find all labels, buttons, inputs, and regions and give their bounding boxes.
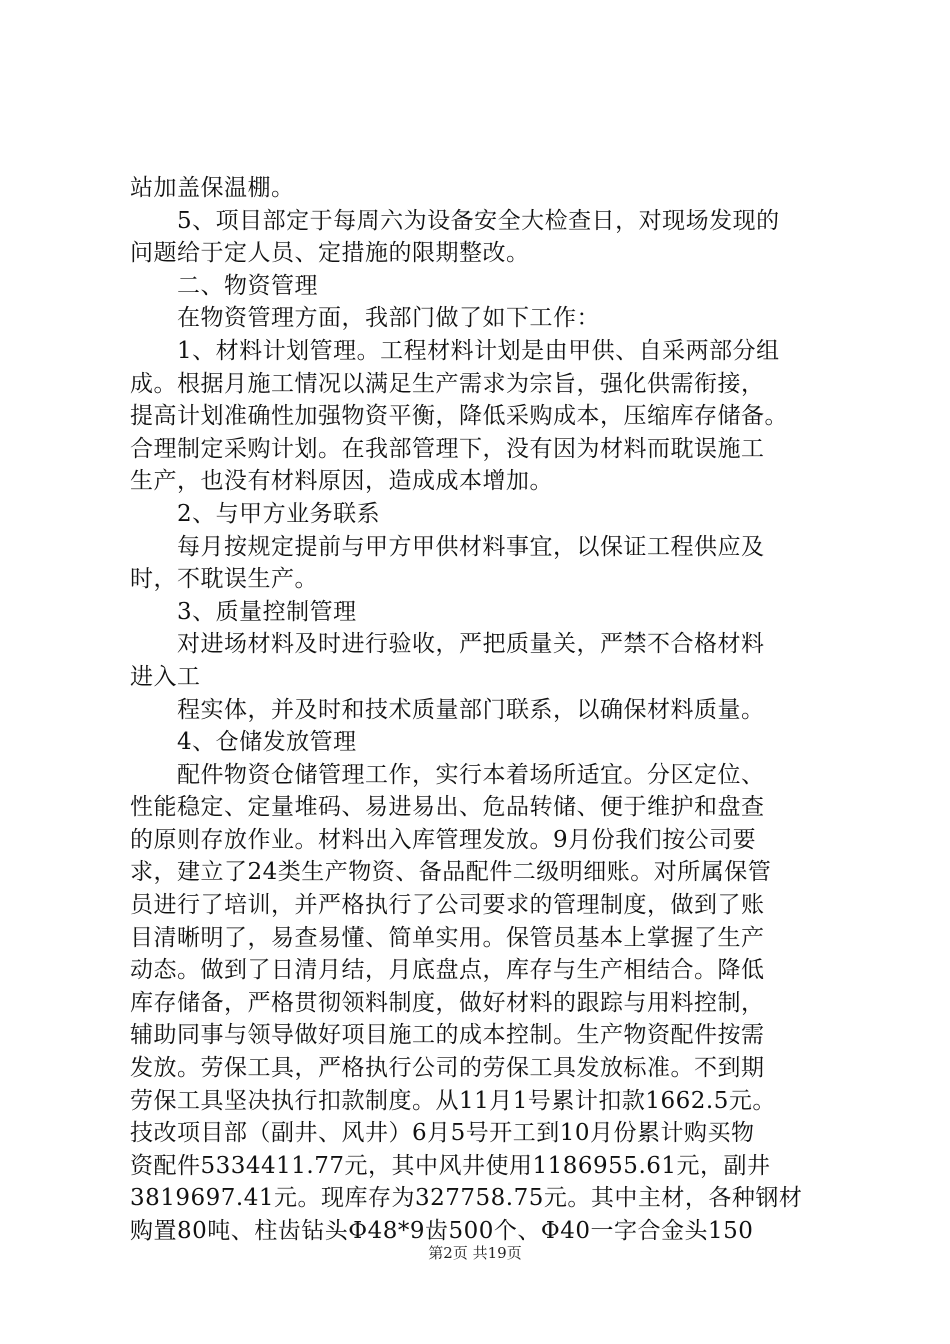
text-line: 合理制定采购计划。在我部管理下，没有因为材料而耽误施工 — [130, 435, 765, 462]
text-line: 对进场材料及时进行验收，严把质量关，严禁不合格材料 — [177, 631, 765, 658]
text-line: 技改项目部（副井、风井）6月5号开工到10月份累计购买物 — [130, 1120, 755, 1147]
text-line: 时，不耽误生产。 — [130, 566, 318, 593]
text-line: 二、物资管理 — [177, 272, 318, 299]
text-line: 程实体，并及时和技术质量部门联系，以确保材料质量。 — [177, 696, 765, 723]
text-line: 问题给于定人员、定措施的限期整改。 — [130, 240, 530, 267]
text-line: 员进行了培训，并严格执行了公司要求的管理制度，做到了账 — [130, 892, 765, 919]
text-line: 1、材料计划管理。工程材料计划是由甲供、自采两部分组 — [177, 337, 780, 364]
text-line: 2、与甲方业务联系 — [177, 500, 381, 527]
text-line: 资配件5334411.77元，其中风井使用1186955.61元，副井 — [130, 1152, 771, 1179]
text-line: 购置80吨、柱齿钻头Φ48*9齿500个、Φ40一字合金头150 — [130, 1218, 754, 1244]
text-line: 站加盖保温棚。 — [130, 175, 295, 201]
text-line: 配件物资仓储管理工作，实行本着场所适宜。分区定位、 — [177, 761, 765, 788]
text-line: 生产，也没有材料原因，造成成本增加。 — [130, 468, 553, 495]
text-line: 3、质量控制管理 — [177, 598, 357, 625]
text-line: 每月按规定提前与甲方甲供材料事宜，以保证工程供应及 — [177, 533, 765, 560]
text-line: 进入工 — [130, 663, 201, 690]
text-line: 在物资管理方面，我部门做了如下工作： — [177, 305, 600, 332]
text-line: 动态。做到了日清月结，月底盘点，库存与生产相结合。降低 — [130, 957, 765, 984]
text-line: 求，建立了24类生产物资、备品配件二级明细账。对所属保管 — [130, 859, 772, 886]
text-line: 发放。劳保工具，严格执行公司的劳保工具发放标准。不到期 — [130, 1055, 765, 1082]
text-line: 3819697.41元。现库存为327758.75元。其中主材，各种钢材 — [130, 1185, 803, 1212]
document-body — [130, 172, 842, 1248]
text-line: 5、项目部定于每周六为设备安全大检查日，对现场发现的 — [177, 207, 780, 234]
page-number-label: 第2页 共19页 — [428, 1244, 522, 1262]
text-line: 成。根据月施工情况以满足生产需求为宗旨，强化供需衔接， — [130, 370, 765, 397]
text-line: 库存储备，严格贯彻领料制度，做好材料的跟踪与用料控制， — [130, 989, 765, 1016]
text-line: 劳保工具坚决执行扣款制度。从11月1号累计扣款1662.5元。 — [130, 1087, 776, 1114]
text-line: 提高计划准确性加强物资平衡，降低采购成本，压缩库存储备。 — [130, 403, 788, 430]
text-line: 目清晰明了，易查易懂、简单实用。保管员基本上掌握了生产 — [130, 924, 765, 951]
text-line: 辅助同事与领导做好项目施工的成本控制。生产物资配件按需 — [130, 1022, 765, 1049]
text-line: 4、仓储发放管理 — [177, 729, 357, 756]
text-line: 性能稳定、定量堆码、易进易出、危品转储、便于维护和盘查 — [130, 794, 765, 821]
page-footer — [0, 1243, 950, 1263]
text-line: 的原则存放作业。材料出入库管理发放。9月份我们按公司要 — [130, 826, 757, 853]
